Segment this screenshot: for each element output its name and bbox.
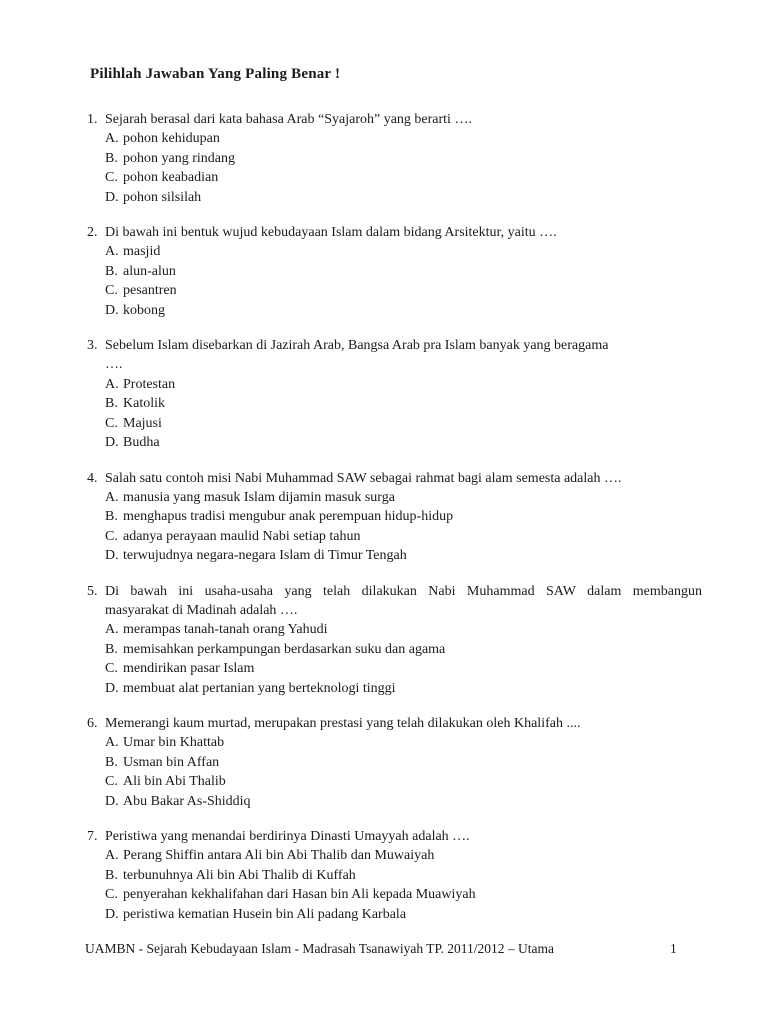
option-label: D.: [105, 793, 119, 809]
option-text: Katolik: [123, 396, 165, 412]
answer-option: [105, 394, 702, 413]
page-number: 1: [670, 941, 677, 956]
option-text: Protestan: [123, 376, 176, 392]
answer-option: [105, 188, 702, 207]
option-label: B.: [105, 867, 118, 883]
answer-option: [105, 281, 702, 300]
question-block: [87, 469, 702, 566]
question-number: 7.: [87, 829, 98, 844]
question-text: Sejarah berasal dari kata bahasa Arab “Syajaroh” yang berarti ….: [105, 112, 472, 127]
question-block: [87, 336, 702, 452]
question-text: ….: [105, 357, 123, 373]
answer-option: [105, 433, 702, 452]
question-number: 3.: [87, 338, 98, 354]
question-body: [105, 336, 702, 452]
option-label: D.: [105, 189, 119, 205]
option-label: A.: [105, 735, 119, 751]
option-text: merampas tanah-tanah orang Yahudi: [123, 622, 328, 638]
question-number: 2.: [87, 225, 98, 241]
answer-option: [105, 527, 702, 546]
option-label: B.: [105, 150, 118, 166]
answer-option: [105, 414, 702, 433]
option-label: C.: [105, 528, 118, 544]
option-text: Umar bin Khattab: [123, 735, 225, 751]
question-text: Sebelum Islam disebarkan di Jazirah Arab, Bangsa Arab pra Islam banyak yang beragama: [105, 338, 609, 354]
option-text: membuat alat pertanian yang berteknologi tinggi: [123, 680, 396, 696]
option-label: C.: [105, 170, 118, 186]
option-text: Abu Bakar As-Shiddiq: [123, 793, 251, 809]
option-label: C.: [105, 415, 118, 431]
option-text: pohon kehidupan: [123, 131, 220, 147]
question-block: [87, 582, 702, 698]
option-text: terwujudnya negara-negara Islam di Timur Tengah: [123, 548, 407, 564]
answer-option: [105, 659, 702, 678]
option-text: pohon yang rindang: [123, 150, 235, 166]
question-text: masyarakat di Madinah adalah ….: [105, 602, 298, 618]
answer-option: [105, 546, 702, 565]
answer-option: [105, 846, 702, 865]
answer-option: [105, 149, 702, 168]
option-text: terbunuhnya Ali bin Abi Thalib di Kuffah: [123, 867, 356, 883]
option-label: D.: [105, 302, 119, 318]
answer-option: [105, 640, 702, 659]
answer-option: [105, 620, 702, 639]
question-body: [105, 469, 702, 566]
answer-option: [105, 488, 702, 507]
answer-option: [105, 242, 702, 261]
footer-text: UAMBN - Sejarah Kebudayaan Islam - Madrasah Tsanawiyah TP. 2011/2012 – Utama: [85, 941, 554, 956]
option-label: A.: [105, 131, 119, 147]
answer-option: [105, 262, 702, 281]
option-text: Budha: [123, 435, 160, 451]
page-footer: [85, 941, 700, 957]
question-block: [87, 223, 702, 320]
question-block: [87, 827, 702, 924]
question-number: 1.: [87, 112, 98, 127]
option-text: Majusi: [123, 415, 162, 431]
question-block: [87, 714, 702, 811]
option-label: C.: [105, 774, 118, 790]
option-label: A.: [105, 244, 119, 260]
option-label: B.: [105, 396, 118, 412]
answer-option: [105, 772, 702, 791]
option-text: pohon keabadian: [123, 170, 219, 186]
option-label: C.: [105, 661, 118, 677]
option-text: adanya perayaan maulid Nabi setiap tahun: [123, 528, 361, 544]
answer-option: [105, 375, 702, 394]
option-label: D.: [105, 680, 119, 696]
question-body: [105, 714, 702, 811]
answer-option: [105, 753, 702, 772]
answer-option: [105, 129, 702, 148]
option-text: alun-alun: [123, 263, 176, 279]
option-text: manusia yang masuk Islam dijamin masuk surga: [123, 489, 395, 505]
page-title: Pilihlah Jawaban Yang Paling Benar !: [90, 66, 341, 82]
question-text: Salah satu contoh misi Nabi Muhammad SAW sebagai rahmat bagi alam semesta adalah ….: [105, 470, 622, 486]
option-text: Perang Shiffin antara Ali bin Abi Thalib dan Muwaiyah: [123, 848, 435, 864]
question-body: [105, 582, 702, 698]
question-body: [105, 827, 702, 924]
option-text: Usman bin Affan: [123, 754, 220, 770]
option-text: menghapus tradisi mengubur anak perempuan hidup-hidup: [123, 509, 454, 525]
answer-option: [105, 866, 702, 885]
answer-option: [105, 301, 702, 320]
question-number: 4.: [87, 470, 98, 486]
answer-option: [105, 507, 702, 526]
question-text: Di bawah ini bentuk wujud kebudayaan Islam dalam bidang Arsitektur, yaitu ….: [105, 225, 557, 241]
question-list: [87, 110, 702, 924]
option-label: D.: [105, 906, 119, 922]
question-body: [105, 110, 702, 207]
question-body: [105, 223, 702, 320]
option-label: B.: [105, 509, 118, 525]
question-text: Peristiwa yang menandai berdirinya Dinasti Umayyah adalah ….: [105, 829, 470, 844]
option-label: B.: [105, 263, 118, 279]
option-text: penyerahan kekhalifahan dari Hasan bin Ali kepada Muawiyah: [123, 887, 476, 903]
option-label: A.: [105, 848, 119, 864]
answer-option: [105, 679, 702, 698]
answer-option: [105, 792, 702, 811]
option-text: peristiwa kematian Husein bin Ali padang Karbala: [123, 906, 407, 922]
option-text: mendirikan pasar Islam: [123, 661, 255, 677]
option-text: masjid: [123, 244, 161, 260]
option-text: kobong: [123, 302, 165, 318]
answer-option: [105, 168, 702, 187]
page-content: [87, 66, 702, 940]
option-text: Ali bin Abi Thalib: [123, 774, 226, 790]
option-label: C.: [105, 887, 118, 903]
answer-option: [105, 733, 702, 752]
option-text: pesantren: [123, 283, 177, 299]
option-label: A.: [105, 376, 119, 392]
question-number: 5.: [87, 583, 98, 599]
option-label: B.: [105, 641, 118, 657]
question-text: Memerangi kaum murtad, merupakan prestasi yang telah dilakukan oleh Khalifah ....: [105, 715, 581, 731]
option-label: C.: [105, 283, 118, 299]
option-label: A.: [105, 622, 119, 638]
question-block: [87, 110, 702, 207]
option-text: pohon silsilah: [123, 189, 202, 205]
question-text: Di bawah ini usaha-usaha yang telah dilakukan Nabi Muhammad SAW dalam membangun: [105, 583, 702, 599]
option-label: D.: [105, 435, 119, 451]
option-label: B.: [105, 754, 118, 770]
answer-option: [105, 885, 702, 904]
option-text: memisahkan perkampungan berdasarkan suku dan agama: [123, 641, 446, 657]
option-label: D.: [105, 548, 119, 564]
option-label: A.: [105, 489, 119, 505]
question-number: 6.: [87, 715, 98, 731]
answer-option: [105, 905, 702, 924]
